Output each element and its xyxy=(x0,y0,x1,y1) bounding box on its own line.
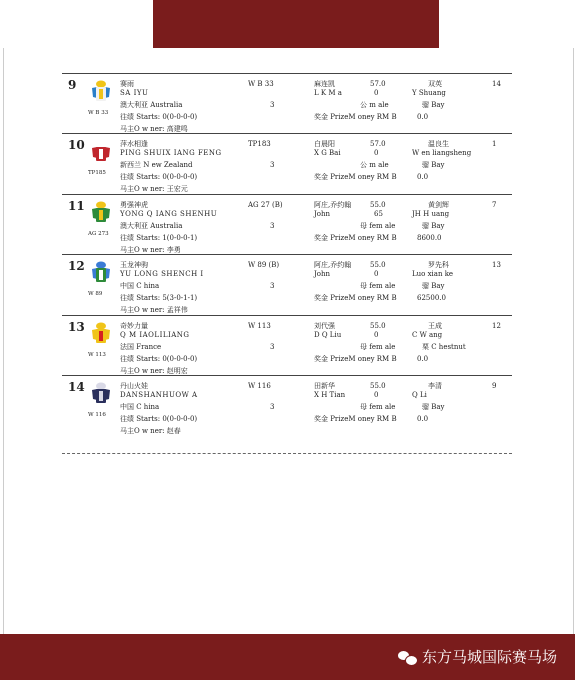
owner: 马主O w ner: 赵明宏 xyxy=(120,367,188,375)
owner: 马主O w ner: 李勇 xyxy=(120,246,181,254)
horse-name-cn: 丹山火娃 xyxy=(120,382,148,390)
jockey-name-cn: 田新华 xyxy=(314,382,335,390)
horse-sex: 母 fem ale xyxy=(360,222,396,230)
jockey-silks-icon xyxy=(90,140,112,164)
divider xyxy=(62,73,512,74)
jockey-name-cn: 阿庄,乔约翰 xyxy=(314,261,352,269)
horse-name-en: YU LONG SHENCH I xyxy=(120,270,204,278)
starts-record: 往绩 Starts: 1(0-0-0-1) xyxy=(120,234,198,242)
draw-number: 14 xyxy=(492,80,501,88)
wechat-icon xyxy=(398,650,416,664)
prize-money-label: 奖金 PrizeM oney RM B xyxy=(314,415,397,423)
prize-money-value: 0.0 xyxy=(417,355,429,363)
jockey-name-en: L K M a xyxy=(314,89,342,97)
divider xyxy=(62,453,512,454)
horse-sex: 母 fem ale xyxy=(360,403,396,411)
prize-money-value: 0.0 xyxy=(417,113,429,121)
draw-number: 12 xyxy=(492,322,501,330)
barrier: 3 xyxy=(270,222,275,230)
jockey-name-cn: 白晨阳 xyxy=(314,140,335,148)
race-entry xyxy=(62,197,512,257)
prize-money-value: 8600.0 xyxy=(417,234,442,242)
draw-number: 9 xyxy=(492,382,497,390)
trainer-name-cn: 黄剑辉 xyxy=(428,201,449,209)
saddle-number: 14 xyxy=(68,380,85,394)
horse-name-en: SA IYU xyxy=(120,89,149,97)
header-banner xyxy=(153,0,439,48)
carried-weight: 57.0 xyxy=(370,80,386,88)
horse-color: 骝 Bay xyxy=(422,222,445,230)
horse-code: AG 273 xyxy=(88,231,109,237)
race-entry xyxy=(62,318,512,378)
horse-color: 骝 Bay xyxy=(422,161,445,169)
carried-weight: 55.0 xyxy=(370,322,386,330)
draw-number: 1 xyxy=(492,140,497,148)
claim: 0 xyxy=(374,89,379,97)
horse-sex: 公 m ale xyxy=(360,161,389,169)
saddle-number: 9 xyxy=(68,78,77,92)
horse-name-en: Q M IAOLILIANG xyxy=(120,331,190,339)
jockey-name-en: D Q Liu xyxy=(314,331,342,339)
trainer-name-en: Luo xian ke xyxy=(412,270,454,278)
jockey-name-en: X H Tian xyxy=(314,391,346,399)
trainer-name-cn: 罗先科 xyxy=(428,261,449,269)
draw-number: 13 xyxy=(492,261,501,269)
race-entry xyxy=(62,257,512,317)
prize-money-label: 奖金 PrizeM oney RM B xyxy=(314,173,397,181)
barrier: 3 xyxy=(270,101,275,109)
starts-record: 往绩 Starts: 0(0-0-0-0) xyxy=(120,355,198,363)
horse-origin: 澳大利亚 Australia xyxy=(120,101,183,109)
footer-brand xyxy=(398,646,557,667)
horse-color: 栗 C hestnut xyxy=(422,343,466,351)
race-entry xyxy=(62,378,512,438)
jockey-silks-icon xyxy=(90,261,112,285)
owner: 马主O w ner: 王宏元 xyxy=(120,185,188,193)
race-entry xyxy=(62,136,512,196)
horse-color: 骝 Bay xyxy=(422,101,445,109)
horse-origin: 中国 C hina xyxy=(120,403,160,411)
starts-record: 往绩 Starts: 5(3-0-1-1) xyxy=(120,294,198,302)
horse-sex: 母 fem ale xyxy=(360,282,396,290)
trainer-name-cn: 温良生 xyxy=(428,140,449,148)
prize-money-label: 奖金 PrizeM oney RM B xyxy=(314,113,397,121)
carried-weight: 55.0 xyxy=(370,261,386,269)
claim: 0 xyxy=(374,149,379,157)
trainer-name-cn: 双英 xyxy=(428,80,442,88)
starts-record: 往绩 Starts: 0(0-0-0-0) xyxy=(120,415,198,423)
rating: W 113 xyxy=(248,322,271,330)
rating: TP183 xyxy=(248,140,271,148)
trainer-name-en: Q Li xyxy=(412,391,427,399)
horse-name-cn: 玉龙神驹 xyxy=(120,261,148,269)
horse-name-en: YONG Q IANG SHENHU xyxy=(120,210,218,218)
owner: 马主O w ner: 赵春 xyxy=(120,427,181,435)
prize-money-value: 0.0 xyxy=(417,173,429,181)
horse-code: W 89 xyxy=(88,291,103,297)
claim: 65 xyxy=(374,210,383,218)
horse-name-cn: 赛雨 xyxy=(120,80,134,88)
race-entry xyxy=(62,76,512,136)
barrier: 3 xyxy=(270,403,275,411)
horse-sex: 母 fem ale xyxy=(360,343,396,351)
barrier: 3 xyxy=(270,343,275,351)
horse-color: 骝 Bay xyxy=(422,282,445,290)
trainer-name-en: W en liangsheng xyxy=(412,149,472,157)
saddle-number: 11 xyxy=(68,199,85,213)
jockey-silks-icon xyxy=(90,322,112,346)
saddle-number: 13 xyxy=(68,320,85,334)
owner: 马主O w ner: 孟祥伟 xyxy=(120,306,188,314)
barrier: 3 xyxy=(270,161,275,169)
horse-origin: 法国 France xyxy=(120,343,162,351)
jockey-name-en: X G Bai xyxy=(314,149,341,157)
horse-origin: 新西兰 N ew Zealand xyxy=(120,161,193,169)
jockey-name-cn: 刘代强 xyxy=(314,322,335,330)
horse-name-en: DANSHANHUOW A xyxy=(120,391,198,399)
horse-sex: 公 m ale xyxy=(360,101,389,109)
rating: W 116 xyxy=(248,382,271,390)
horse-code: W 113 xyxy=(88,352,106,358)
prize-money-label: 奖金 PrizeM oney RM B xyxy=(314,294,397,302)
starts-record: 往绩 Starts: 0(0-0-0-0) xyxy=(120,113,198,121)
prize-money-label: 奖金 PrizeM oney RM B xyxy=(314,234,397,242)
owner: 马主O w ner: 高建鸣 xyxy=(120,125,188,133)
horse-name-cn: 勇强神虎 xyxy=(120,201,148,209)
jockey-name-en: John xyxy=(314,210,331,218)
horse-origin: 中国 C hina xyxy=(120,282,160,290)
saddle-number: 10 xyxy=(68,138,85,152)
jockey-silks-icon xyxy=(90,80,112,104)
horse-name-cn: 萍水相逢 xyxy=(120,140,148,148)
trainer-name-en: C W ang xyxy=(412,331,443,339)
rating: AG 27 (B) xyxy=(248,201,283,209)
horse-name-cn: 奇妙力量 xyxy=(120,322,148,330)
prize-money-value: 62500.0 xyxy=(417,294,446,302)
trainer-name-cn: 王成 xyxy=(428,322,442,330)
horse-code: W B 33 xyxy=(88,110,109,116)
trainer-name-en: JH H uang xyxy=(412,210,450,218)
carried-weight: 55.0 xyxy=(370,382,386,390)
horse-code: TP185 xyxy=(88,170,106,176)
barrier: 3 xyxy=(270,282,275,290)
rating: W B 33 xyxy=(248,80,274,88)
claim: 0 xyxy=(374,331,379,339)
draw-number: 7 xyxy=(492,201,497,209)
prize-money-value: 0.0 xyxy=(417,415,429,423)
trainer-name-cn: 李清 xyxy=(428,382,442,390)
carried-weight: 57.0 xyxy=(370,140,386,148)
jockey-name-cn: 麻连凯 xyxy=(314,80,335,88)
claim: 0 xyxy=(374,391,379,399)
prize-money-label: 奖金 PrizeM oney RM B xyxy=(314,355,397,363)
horse-color: 骝 Bay xyxy=(422,403,445,411)
jockey-name-cn: 阿庄,乔约翰 xyxy=(314,201,352,209)
starts-record: 往绩 Starts: 0(0-0-0-0) xyxy=(120,173,198,181)
trainer-name-en: Y Shuang xyxy=(412,89,446,97)
horse-name-en: PING SHUIX IANG FENG xyxy=(120,149,222,157)
jockey-name-en: John xyxy=(314,270,331,278)
jockey-silks-icon xyxy=(90,382,112,406)
carried-weight: 55.0 xyxy=(370,201,386,209)
rating: W 89 (B) xyxy=(248,261,280,269)
jockey-silks-icon xyxy=(90,201,112,225)
horse-code: W 116 xyxy=(88,412,106,418)
brand-name: 东方马城国际赛马场 xyxy=(421,648,557,666)
saddle-number: 12 xyxy=(68,259,85,273)
claim: 0 xyxy=(374,270,379,278)
horse-origin: 澳大利亚 Australia xyxy=(120,222,183,230)
